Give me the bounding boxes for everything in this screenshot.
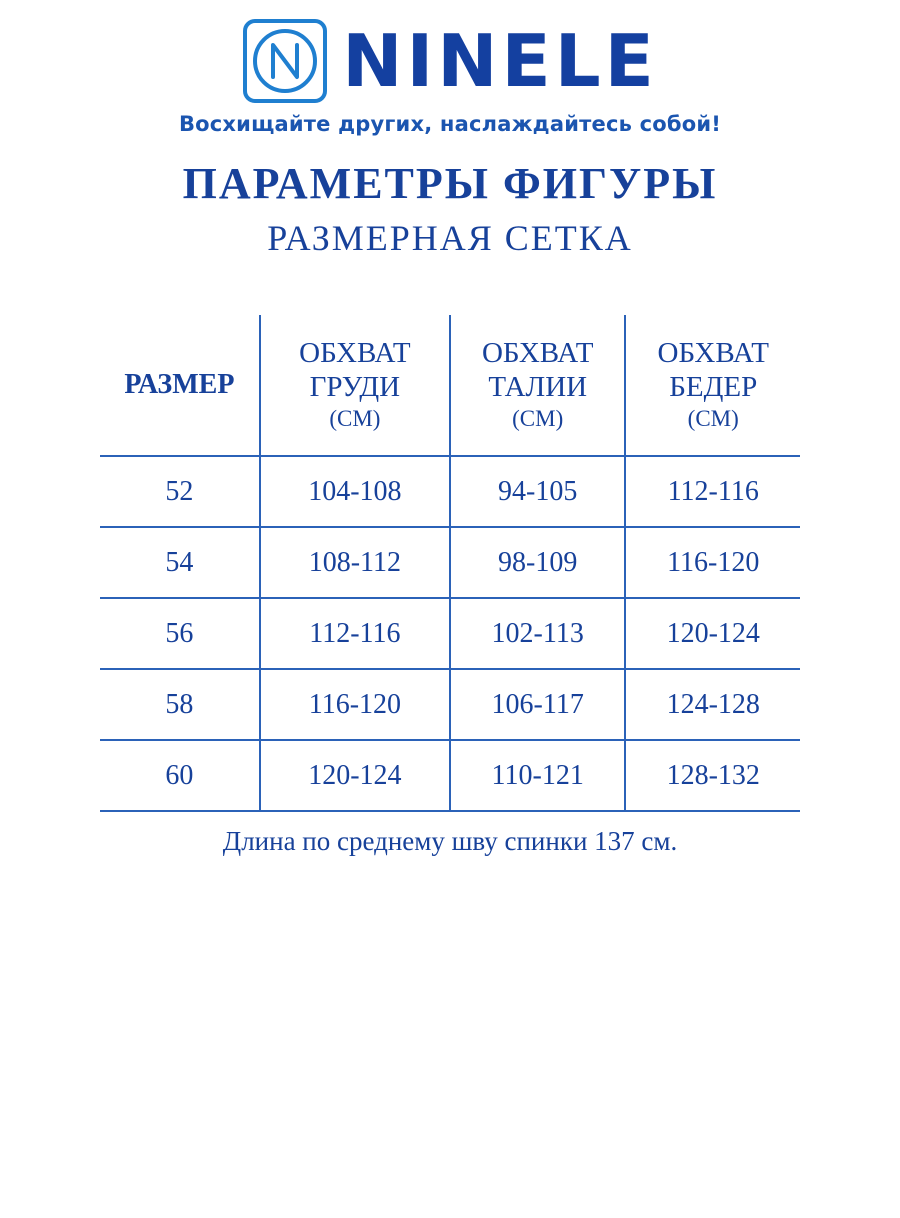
table-header	[100, 315, 800, 456]
cell-bust: 104-108	[260, 456, 450, 527]
size-chart-page	[0, 18, 900, 1218]
length-note: Длина по среднему шву спинки 137 см.	[222, 826, 678, 856]
cell-bust: 116-120	[260, 669, 450, 740]
table-row	[100, 740, 800, 811]
column-header-waist-label: ОБХВАТ ТАЛИИ	[481, 337, 594, 403]
cell-bust: 108-112	[260, 527, 450, 598]
size-grid-container	[100, 315, 800, 857]
column-header-size-label: РАЗМЕР	[124, 368, 235, 400]
ninele-monogram-icon	[242, 18, 328, 104]
column-header-size	[100, 315, 260, 456]
column-header-hips-unit: (СМ)	[687, 406, 739, 432]
brand-name: NINELE	[342, 19, 658, 103]
table-row	[100, 456, 800, 527]
page-title: ПАРАМЕТРЫ ФИГУРЫ	[182, 159, 718, 208]
table-row	[100, 527, 800, 598]
column-header-waist	[450, 315, 626, 456]
cell-size: 60	[100, 740, 260, 811]
table-row	[100, 598, 800, 669]
cell-waist: 110-121	[450, 740, 626, 811]
cell-waist: 94-105	[450, 456, 626, 527]
column-header-bust	[260, 315, 450, 456]
table-row	[100, 669, 800, 740]
column-header-hips-label: ОБХВАТ БЕДЕР	[657, 337, 769, 403]
cell-hips: 128-132	[625, 740, 800, 811]
cell-waist: 98-109	[450, 527, 626, 598]
cell-size: 54	[100, 527, 260, 598]
brand-tagline: Восхищайте других, наслаждайтесь собой!	[178, 112, 722, 136]
cell-size: 58	[100, 669, 260, 740]
column-header-hips	[625, 315, 800, 456]
page-subtitle: РАЗМЕРНАЯ СЕТКА	[267, 218, 633, 258]
cell-hips: 116-120	[625, 527, 800, 598]
cell-bust: 112-116	[260, 598, 450, 669]
cell-size: 52	[100, 456, 260, 527]
cell-waist: 102-113	[450, 598, 626, 669]
brand-header	[0, 18, 900, 104]
size-grid-table	[100, 315, 800, 812]
cell-size: 56	[100, 598, 260, 669]
cell-hips: 112-116	[625, 456, 800, 527]
column-header-bust-label: ОБХВАТ ГРУДИ	[299, 337, 411, 403]
cell-hips: 120-124	[625, 598, 800, 669]
cell-hips: 124-128	[625, 669, 800, 740]
cell-waist: 106-117	[450, 669, 626, 740]
cell-bust: 120-124	[260, 740, 450, 811]
column-header-bust-unit: (СМ)	[329, 406, 381, 432]
table-header-row	[100, 315, 800, 456]
table-body	[100, 456, 800, 811]
column-header-waist-unit: (СМ)	[512, 406, 564, 432]
